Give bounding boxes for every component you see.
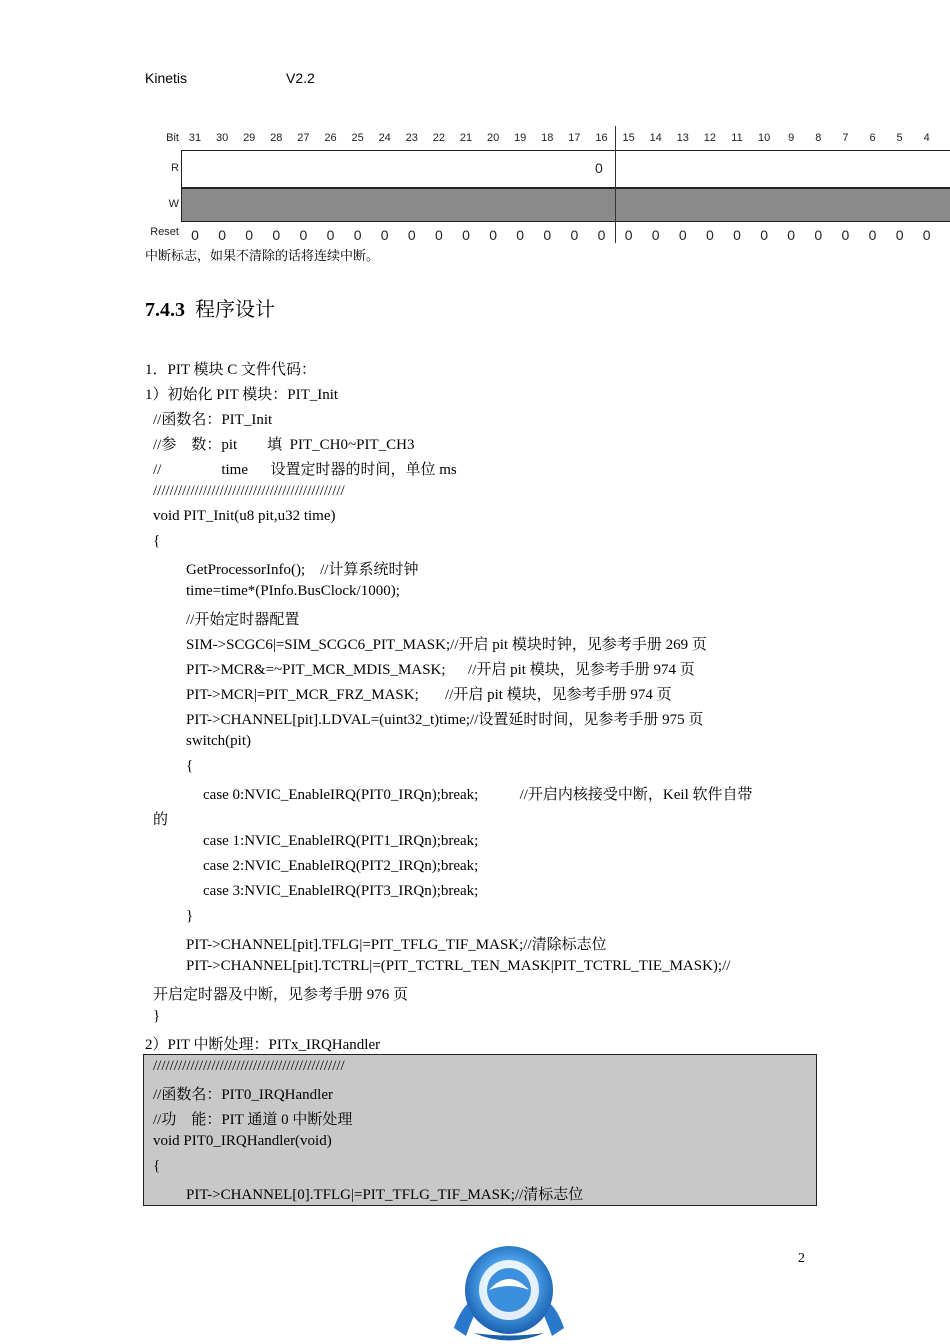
bit-number: 12 — [703, 132, 717, 144]
reset-bit-value: 0 — [299, 227, 308, 243]
bit-number: 25 — [351, 132, 364, 144]
code-line: time=time*(PInfo.BusClock/1000); — [186, 583, 400, 599]
code-line: 1）初始化 PIT 模块：PIT_Init — [145, 387, 339, 403]
section-heading — [145, 293, 275, 322]
bit-number: 15 — [622, 132, 635, 144]
half-divider — [615, 126, 616, 243]
field-left-edge — [181, 150, 182, 220]
code-line: case 2:NVIC_EnableIRQ(PIT2_IRQn);break; — [203, 858, 479, 874]
code-line: //函数名：PIT_Init — [153, 412, 273, 428]
code-line: switch(pit) — [186, 733, 251, 749]
w-field — [181, 188, 950, 222]
r-row-label: R — [171, 162, 179, 174]
register-diagram — [145, 126, 950, 246]
code-box-line: //函数名：PIT0_IRQHandler — [153, 1087, 333, 1103]
code-line: PIT->MCR|=PIT_MCR_FRZ_MASK; //开启 pit 模块，见参考手册 974 页 — [186, 687, 672, 703]
reset-bit-value: 0 — [733, 227, 741, 243]
bit-number: 23 — [405, 132, 418, 144]
code-line: case 0:NVIC_EnableIRQ(PIT0_IRQn);break; //开启内核接受中断，Keil 软件自带 — [203, 787, 753, 803]
code-line: PIT->CHANNEL[pit].TFLG|=PIT_TFLG_TIF_MASK;//清除标志位 — [186, 937, 607, 953]
bit-number: 22 — [432, 132, 446, 144]
reset-bit-value: 0 — [922, 227, 931, 243]
bit-number: 14 — [649, 132, 662, 144]
code-line: { — [186, 758, 194, 774]
reset-bit-value: 0 — [705, 227, 714, 243]
reset-bit-value: 0 — [841, 227, 850, 243]
reset-bit-value: 0 — [787, 227, 796, 243]
bit-number: 10 — [757, 132, 771, 144]
code-line: case 1:NVIC_EnableIRQ(PIT1_IRQn);break; — [203, 833, 479, 849]
header-left: Kinetis — [145, 70, 188, 86]
cut-off-text: 中断标志，如果不清除的话将连续中断。 — [145, 248, 380, 263]
reset-bit-value: 0 — [624, 227, 633, 243]
code-line: } — [153, 1008, 161, 1024]
reset-bit-value: 0 — [597, 227, 606, 243]
code-line: //参 数：pit 填 PIT_CH0~PIT_CH3 — [153, 437, 415, 453]
reset-row-label: Reset — [150, 226, 179, 238]
bit-number: 18 — [541, 132, 554, 144]
reset-bit-value: 0 — [272, 227, 281, 243]
bit-number: 24 — [378, 132, 391, 144]
reset-bit-value: 0 — [678, 227, 687, 243]
code-line: 2）PIT 中断处理：PITx_IRQHandler — [145, 1037, 381, 1053]
code-box-line: PIT->CHANNEL[0].TFLG|=PIT_TFLG_TIF_MASK;//清标志位 — [186, 1187, 584, 1203]
bit-number: 16 — [595, 132, 608, 144]
reset-bit-value: 0 — [570, 227, 579, 243]
reset-bit-value: 0 — [760, 227, 768, 243]
reset-bit-value: 0 — [895, 227, 904, 243]
section-title: 程序设计 — [195, 299, 275, 321]
reset-bit-value: 0 — [868, 227, 877, 243]
code-line: { — [153, 533, 161, 549]
code-line: GetProcessorInfo(); //计算系统时钟 — [186, 562, 419, 578]
bit-row-label: Bit — [166, 132, 179, 144]
bit-number: 20 — [486, 132, 500, 144]
page-number: 2 — [798, 1251, 805, 1266]
reset-bit-value: 0 — [191, 227, 199, 243]
w-row-label: W — [168, 198, 179, 210]
code-line: } — [186, 908, 194, 924]
code-line: 1．PIT 模块 C 文件代码： — [145, 362, 316, 378]
header-version: V2.2 — [286, 70, 315, 86]
code-line: void PIT_Init(u8 pit,u32 time) — [153, 508, 336, 524]
reset-bit-value: 0 — [462, 227, 470, 243]
bit-number: 28 — [270, 132, 283, 144]
bit-number: 7 — [842, 132, 849, 144]
bit-number: 13 — [676, 132, 689, 144]
code-box-line: ////////////////////////////////////////////// — [153, 1058, 345, 1074]
code-line: PIT->MCR&=~PIT_MCR_MDIS_MASK; //开启 pit 模块，见参考手册 974 页 — [186, 662, 695, 678]
bit-number: 19 — [514, 132, 527, 144]
code-line: SIM->SCGC6|=SIM_SCGC6_PIT_MASK;//开启 pit 模块时钟，见参考手册 269 页 — [186, 637, 707, 653]
bit-number: 8 — [815, 132, 822, 144]
bit-number: 30 — [215, 132, 229, 144]
reset-bit-value: 0 — [218, 227, 226, 243]
bit-number: 9 — [788, 132, 795, 144]
code-line: PIT->CHANNEL[pit].LDVAL=(uint32_t)time;//设置延时时间，见参考手册 975 页 — [186, 712, 704, 728]
reset-bit-value: 0 — [543, 227, 552, 243]
reset-bit-value: 0 — [489, 227, 497, 243]
code-line: 开启定时器及中断，见参考手册 976 页 — [153, 987, 409, 1003]
code-line: 的 — [153, 812, 169, 828]
bit-number: 26 — [324, 132, 337, 144]
bit-number: 31 — [188, 132, 202, 144]
reset-bit-value: 0 — [814, 227, 823, 243]
r-field — [181, 150, 950, 188]
bit-number: 5 — [896, 132, 903, 144]
bit-number: 29 — [243, 132, 256, 144]
blue-emblem-logo — [444, 1238, 574, 1344]
section-number: 7.4.3 — [145, 299, 185, 321]
code-line: PIT->CHANNEL[pit].TCTRL|=(PIT_TCTRL_TEN_MASK|PIT_TCTRL_TIE_MASK);// — [186, 958, 731, 974]
bit-number: 4 — [923, 132, 930, 144]
code-line: case 3:NVIC_EnableIRQ(PIT3_IRQn);break; — [203, 883, 479, 899]
reset-bit-value: 0 — [353, 227, 362, 243]
reset-bit-value: 0 — [380, 227, 389, 243]
bit-number: 17 — [568, 132, 581, 144]
code-line: ////////////////////////////////////////////// — [153, 483, 345, 499]
reset-bit-value: 0 — [245, 227, 254, 243]
reset-bit-value: 0 — [651, 227, 660, 243]
reset-bit-value: 0 — [326, 227, 335, 243]
reset-bit-value: 0 — [434, 227, 443, 243]
code-box-line: //功 能：PIT 通道 0 中断处理 — [153, 1112, 353, 1128]
code-box-line: { — [153, 1158, 161, 1174]
r-field-value: 0 — [595, 160, 603, 176]
reset-bit-value: 0 — [407, 227, 416, 243]
code-box-line: void PIT0_IRQHandler(void) — [153, 1133, 332, 1149]
bit-number: 27 — [297, 132, 310, 144]
bit-number: 11 — [731, 132, 743, 144]
code-line: // time 设置定时器的时间，单位 ms — [153, 462, 457, 478]
bit-number: 21 — [459, 132, 473, 144]
bit-number: 6 — [869, 132, 876, 144]
reset-bit-value: 0 — [516, 227, 525, 243]
code-line: //开始定时器配置 — [186, 612, 300, 628]
